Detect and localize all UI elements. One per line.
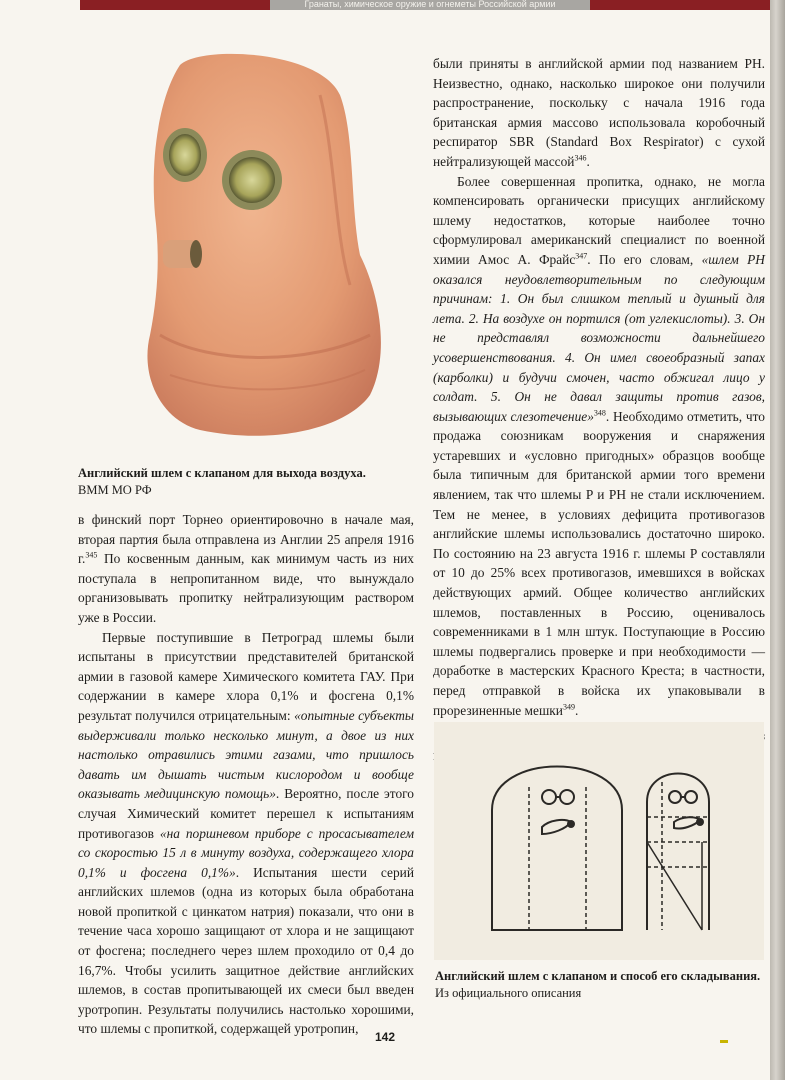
photo-caption <box>78 465 418 499</box>
gas-hood-photo <box>120 35 400 445</box>
left-eyepiece <box>163 128 207 182</box>
quote: «шлем PH оказался неудовлетворительным по следующим причинам: 1. Он был слишком теплый и душный для лета. 2. На воздухе он портился (от углекислоты). 3. Он не представлял возможности дальнейшего усовершенствования. 4. Он имел своеобразный запах (карболки) и будучи смочен, часто обжигал лицо у солдат. 5. Он не давал защиты против газов, вызывающих слезотечение» <box>433 251 765 424</box>
diagram-caption-source: Из официального описания <box>435 986 582 1000</box>
footnote-ref: 349 <box>562 702 575 712</box>
right-paragraph-3: Английский шлем представлял собой сшитый из материи колпак такого размера, чтобы его можно было <box>433 728 765 763</box>
page-number: 142 <box>374 1030 396 1044</box>
right-eyepiece <box>222 150 282 210</box>
right-paragraph-1: были приняты в английской армии под названием PH. Неизвестно, однако, насколько широкое они получили распространение, поскольку с начала 1916 года британская армия массово использовала коробочный респиратор SBR (Standard Box Respirator) с сухой нейтрализующей массой$^{346}$. <box>433 56 765 169</box>
footnote-ref: 346 <box>574 153 587 163</box>
diagram-caption-title: Английский шлем с клапаном и способ его складывания. <box>435 969 761 983</box>
quote: «опытные субъекты выдерживали только несколько минут, а двое из них настолько отравились этими газами, что пришлось давать им дышать чистым кислородом и вообще оказывать медицинскую помощь» <box>78 707 414 802</box>
photo-caption-title: Английский шлем с клапаном для выхода воздуха. <box>78 466 366 480</box>
book-edge <box>770 0 785 1080</box>
left-paragraph-1: в финский порт Торнео ориентировочно в начале мая, вторая партия была отправлена из Англии 25 апреля 1916 г.$^{345}$ По косвенным данным, как минимум часть из них поступала в непропитанном виде, что вынуждало организовывать пропитку нейтрализующим раствором уже в России. <box>78 512 414 625</box>
folded-hood-outline <box>647 774 709 931</box>
diagram-caption <box>435 968 765 1002</box>
exhale-valve <box>163 240 202 268</box>
print-mark <box>720 1040 728 1043</box>
footnote-ref: 345 <box>85 550 98 560</box>
footnote-ref: 347 <box>575 251 588 261</box>
left-text-column <box>78 510 414 1039</box>
photo-caption-source: ВММ МО РФ <box>78 483 152 497</box>
running-title: Гранаты, химическое оружие и огнеметы Российской армии <box>270 0 590 10</box>
right-text-column <box>433 54 765 765</box>
footnote-ref: 348 <box>593 408 606 418</box>
unfolded-hood-outline <box>492 767 622 931</box>
right-paragraph-2: Более совершенная пропитка, однако, не могла компенсировать органически присущих английскому шлему недостатков, которые наиболее точно сформулировал американский специалист по военной химии Амос А. Фрайс$^{347}$. По его словам, «шлем PH оказался неудовлетворительным по следующим причинам: 1. Он был слишком теплый и душный для лета. 2. На воздухе он портился (от углекислоты). 3. Он не представлял возможности дальнейшего усовершенствования. 4. Он имел своеобразный запах (карболки) и будучи смочен, часто обжигал лицо у солдат. 5. Он не давал защиты против газов, вызывающих слезотечение»$^{348}$. Необходимо отметить, что продажа союзникам вооружения и снаряжения устаревших и «условно пригодных» образцов вообще была типичным для британской армии того времени явлением, так что шлемы P и PH не стали исключением. Тем не менее, в условиях дефицита противогазов английские шлемы использовались достаточно широко. По состоянию на 23 августа 1916 г. шлемы P составляли от 10 до 25% всех противогазов, имевшихся в войсках действующих армий. Общее количество английских шлемов, поставленных в Россию, оценивалось современниками в 1 млн штук. Поступающие в Россию шлемы подвергались проверке и при необходимости — доработке в мастерских Красного Креста; в частности, перед отправкой в войска их упаковывали в прорезиненные мешки$^{349}$. <box>433 173 765 718</box>
quote: «на поршневом приборе с просасывателем со скоростью 15 л в минуту воздуха, содержащего хлора 0,1% и фосгена 0,1%» <box>78 825 414 880</box>
left-paragraph-2: Первые поступившие в Петроград шлемы были испытаны в присутствии представителей британской армии в газовой камере Химического комитета ГАУ. При содержании в камере хлора 0,1% и фосгена 0,1% результат получился отрицательным: «опытные субъекты выдерживали только несколько минут, а двое из них настолько отравились этими газами, что пришлось давать им дышать чистым кислородом и вообще оказывать медицинскую помощь». Вероятно, после этого случая Химический комитет перешел к испытаниям противогазов «на поршневом приборе с просасывателем со скоростью 15 л в минуту воздуха, содержащего хлора 0,1% и фосгена 0,1%». Испытания шести серий английских шлемов (одна из которых была обработана новой пропиткой с цинкатом натрия) показали, что они в течение часа хорошо защищают от хлора и не защищают от фосгена; последнего через шлем проходило от 0,4 до 16,7%. Чтобы усилить защитное действие английских шлемов, в состав пропитывающей их смеси был введен уротропин. Результаты получились настолько хорошими, что шлемы с пропиткой, содержащей уротропин, <box>78 629 415 1037</box>
hood-folding-diagram <box>434 722 764 960</box>
